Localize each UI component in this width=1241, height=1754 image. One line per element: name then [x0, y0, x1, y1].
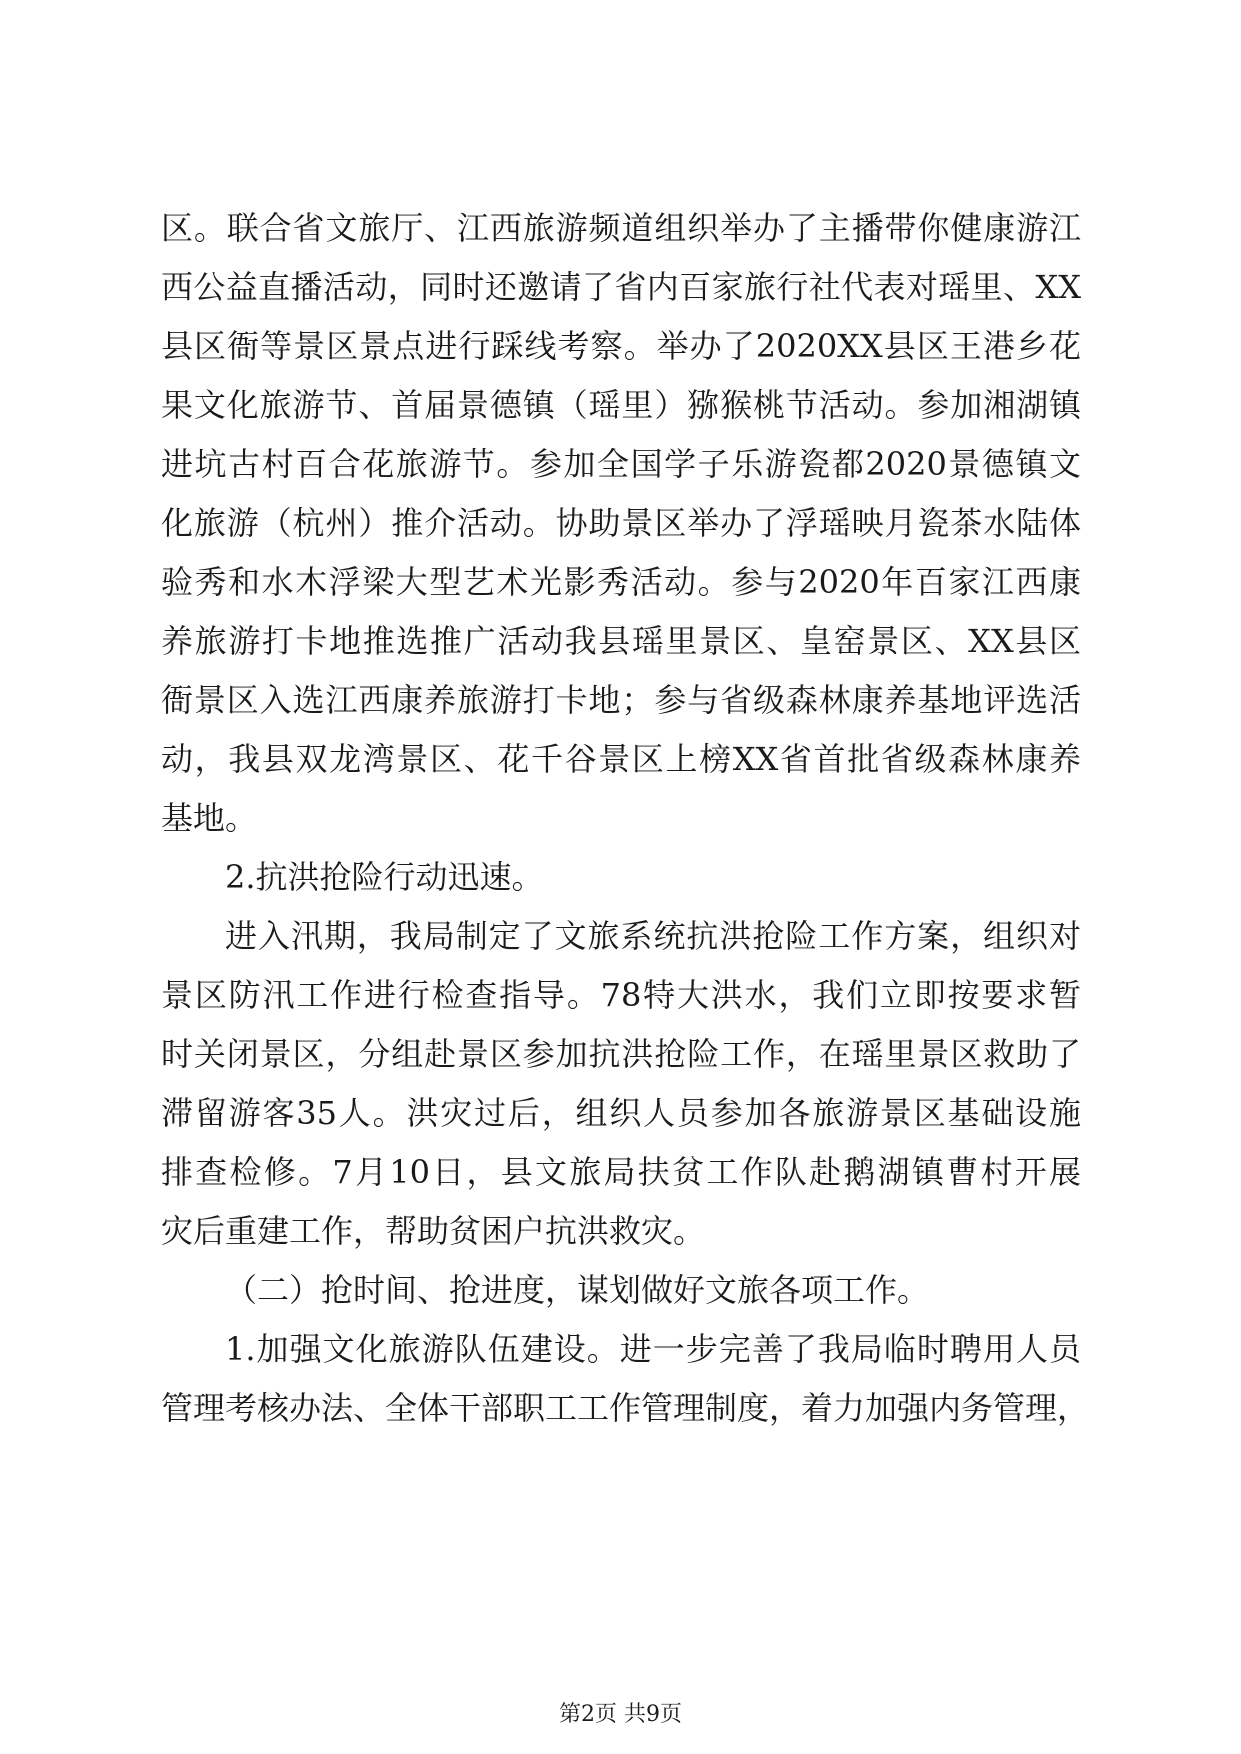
paragraph-line: 区。联合省文旅厅、江西旅游频道组织举办了主播带你健康游江: [161, 209, 1081, 247]
paragraph-line: 化旅游（杭州）推介活动。协助景区举办了浮瑶映月瓷茶水陆体: [161, 504, 1081, 542]
page-number-footer: 第2页 共9页: [559, 1702, 682, 1727]
paragraph-line: 验秀和水木浮梁大型艺术光影秀活动。参与2020年百家江西康: [161, 563, 1081, 601]
paragraph-line: 时关闭景区，分组赴景区参加抗洪抢险工作，在瑶里景区救助了: [161, 1035, 1081, 1073]
paragraph-line: 衙景区入选江西康养旅游打卡地；参与省级森林康养基地评选活: [161, 681, 1081, 719]
paragraph-line: 西公益直播活动，同时还邀请了省内百家旅行社代表对瑶里、XX: [161, 268, 1081, 306]
paragraph-line: 滞留游客35人。洪灾过后，组织人员参加各旅游景区基础设施: [161, 1094, 1081, 1132]
paragraph-line: 养旅游打卡地推选推广活动我县瑶里景区、皇窑景区、XX县区: [161, 622, 1081, 660]
paragraph-line: 进入汛期，我局制定了文旅系统抗洪抢险工作方案，组织对: [225, 917, 1081, 955]
section-heading: （二）抢时间、抢进度，谋划做好文旅各项工作。: [225, 1271, 930, 1309]
paragraph-line: 动，我县双龙湾景区、花千谷景区上榜XX省首批省级森林康养: [161, 740, 1081, 778]
paragraph-line: 县区衙等景区景点进行踩线考察。举办了2020XX县区王港乡花: [161, 327, 1081, 365]
paragraph-line: 管理考核办法、全体干部职工工作管理制度，着力加强内务管理，: [161, 1389, 1090, 1427]
paragraph-line: 景区防汛工作进行检查指导。78特大洪水，我们立即按要求暂: [161, 976, 1081, 1014]
paragraph-line: 进坑古村百合花旅游节。参加全国学子乐游瓷都2020景德镇文: [161, 445, 1081, 483]
paragraph-line: 1.加强文化旅游队伍建设。进一步完善了我局临时聘用人员: [225, 1330, 1081, 1368]
paragraph-line: 果文化旅游节、首届景德镇（瑶里）猕猴桃节活动。参加湘湖镇: [161, 386, 1081, 424]
section-heading: 2.抗洪抢险行动迅速。: [225, 858, 544, 896]
paragraph-line: 基地。: [161, 799, 258, 837]
paragraph-line: 排查检修。7月10日，县文旅局扶贫工作队赴鹅湖镇曹村开展: [161, 1153, 1081, 1191]
paragraph-line: 灾后重建工作，帮助贫困户抗洪救灾。: [161, 1212, 706, 1250]
